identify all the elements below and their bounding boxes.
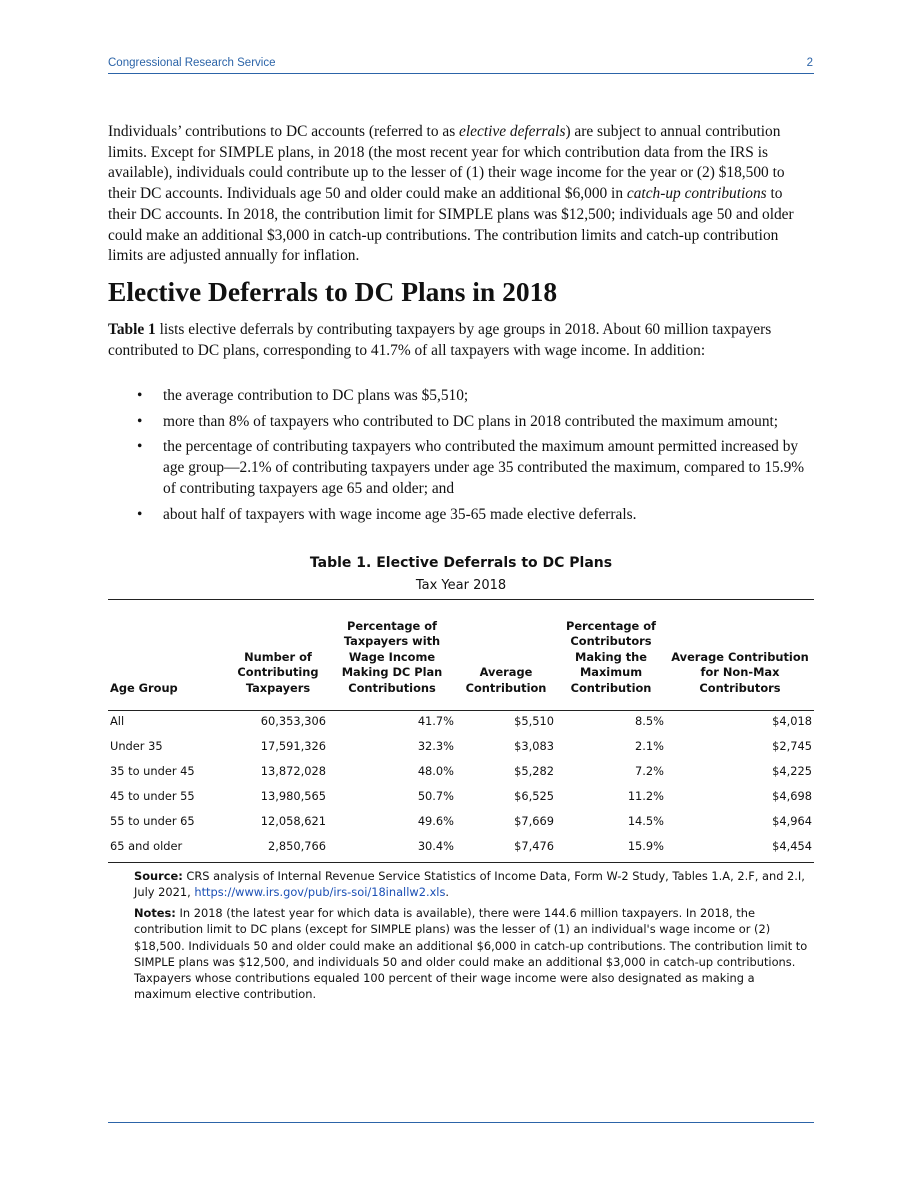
table-cell: $5,282 (514, 763, 554, 778)
table-cell: 14.5% (627, 813, 664, 828)
table-row (108, 833, 814, 858)
table-row (108, 758, 814, 783)
running-header (108, 57, 813, 73)
table-intro-paragraph (108, 320, 814, 361)
notes-text: In 2018 (the latest year for which data is available), there were 144.6 million taxpayers. In 2018, the contribution limit to DC plans (except for SIMPLE plans) was the lesser of (1) an individual's wage income or (2) $18,500. Individuals 50 and older could make an additional $6,000 in catch-up contributions. The contribution limit to SIMPLE plans was $12,500, and individuals 50 and older could make an additional $3,000 in catch-up contributions. Taxpayers whose contributions equaled 100 percent of their wage income were also designated as making a maximum elective contribution. (134, 906, 808, 1002)
bullet-item (108, 386, 808, 407)
table-cell: 17,591,326 (260, 738, 326, 753)
bullet-text: the average contribution to DC plans was $5,510; (163, 387, 469, 404)
table-row (108, 702, 814, 733)
bullet-text: about half of taxpayers with wage income age 35-65 made elective deferrals. (163, 505, 637, 523)
bullet-item (108, 412, 808, 433)
section-heading: Elective Deferrals to DC Plans in 2018 (108, 276, 558, 307)
table-row (108, 733, 814, 758)
bullet-item (108, 505, 808, 526)
intro-text-1: Individuals’ contributions to DC accounts (referred to as (108, 123, 460, 140)
source-link[interactable]: https://www.irs.gov/pub/irs-soi/18inallw2.xls (194, 885, 446, 900)
table-body (108, 702, 814, 858)
table-cell: $4,454 (772, 838, 812, 853)
table-top-rule (108, 599, 814, 600)
source-end: . (445, 885, 450, 900)
column-header: Percentage of Contributors Making the Maximum Contribution (565, 618, 657, 695)
table-subtitle: Tax Year 2018 (415, 578, 507, 593)
table-cell: 49.6% (417, 813, 454, 828)
bullet-list (108, 386, 808, 530)
source-text: CRS analysis of Internal Revenue Service Statistics of Income Data, Form W-2 Study, Tables 1.A, 2.F, and 2.I, July 2021, (134, 869, 805, 900)
table-cell: 7.2% (635, 763, 664, 778)
intro-text-3: to their DC accounts. In 2018, the contribution limit for SIMPLE plans was $12,500; individuals age 50 and older could make an additional $3,000 in catch-up contributions. The contribution limits and catch-up contribution limits are adjusted annually for inflation. (108, 185, 794, 265)
intro-italic-2: catch-up contributions (626, 185, 767, 203)
bullet-marker: • (137, 438, 143, 456)
table-cell: $4,964 (772, 813, 812, 828)
row-label: 35 to under 45 (110, 763, 195, 778)
table-cell: 13,980,565 (260, 788, 326, 803)
table-cell: $6,525 (514, 788, 554, 803)
table-notes (134, 905, 814, 1003)
table-cell: $4,018 (772, 713, 812, 728)
bullet-marker: • (137, 412, 143, 430)
table-cell: 32.3% (417, 738, 454, 753)
table-cell: 41.7% (417, 713, 454, 728)
column-header: Average Contribution for Non-Max Contributors (671, 649, 809, 695)
table-cell: 13,872,028 (260, 763, 326, 778)
table-cell: 12,058,621 (260, 813, 326, 828)
page-number: 2 (806, 57, 813, 69)
column-header: Average Contribution (465, 665, 547, 695)
table-bottom-rule (108, 862, 814, 863)
table-row (108, 808, 814, 833)
row-label: All (110, 713, 125, 728)
bullet-item (108, 437, 808, 499)
table-cell: $2,745 (772, 738, 812, 753)
table-cell: $7,476 (514, 838, 554, 853)
source-label: Source: (134, 869, 183, 883)
table-cell: 8.5% (635, 713, 664, 728)
column-header: Age Group (110, 680, 178, 695)
table-cell: $4,698 (772, 788, 812, 803)
bullet-text: the percentage of contributing taxpayers who contributed the maximum amount permitted increased by age group—2.1% of contributing taxpayers under age 35 contributed the maximum, compared to 15.9% of contributing taxpayers age 65 and older; and (163, 438, 805, 497)
table-cell: 30.4% (417, 838, 454, 853)
table-cell: $7,669 (514, 813, 554, 828)
column-header: Percentage of Taxpayers with Wage Income Making DC Plan Contributions (341, 618, 443, 695)
header-rule (108, 73, 814, 74)
table-cell: $4,225 (772, 763, 812, 778)
row-label: 45 to under 55 (110, 788, 195, 803)
row-label: 55 to under 65 (110, 813, 195, 828)
table-reference: Table 1 (108, 321, 156, 338)
row-label: Under 35 (110, 738, 163, 753)
bullet-marker: • (137, 505, 143, 523)
intro-italic-1: elective deferrals (459, 123, 566, 140)
table-cell: 11.2% (627, 788, 664, 803)
notes-label: Notes: (134, 906, 176, 920)
intro-paragraph (108, 122, 814, 267)
table-source (134, 868, 814, 901)
footer-rule (108, 1122, 814, 1123)
table-cell: 48.0% (417, 763, 454, 778)
bullet-text: more than 8% of taxpayers who contributed to DC plans in 2018 contributed the maximum amount; (163, 412, 779, 430)
row-label: 65 and older (110, 838, 183, 853)
header-organization: Congressional Research Service (108, 57, 276, 69)
table-cell: 2.1% (635, 738, 664, 753)
table-cell: 60,353,306 (260, 713, 326, 728)
column-header: Number of Contributing Taxpayers (237, 649, 319, 695)
table-title: Table 1. Elective Deferrals to DC Plans (309, 555, 613, 571)
table-header-row (108, 603, 814, 702)
table-cell: 2,850,766 (268, 838, 326, 853)
table-cell: 15.9% (627, 838, 664, 853)
intro-text-2: ) are subject to annual contribution limits. Except for SIMPLE plans, in 2018 (the most recent year for which contribution data from the IRS is available), individuals could contribute up to the lesser of (1) their wage income for the year or (2) $18,500 to their DC accounts. Individuals age 50 and older could make an additional $6,000 in (108, 123, 785, 203)
elective-deferrals-table (108, 603, 814, 858)
table-row (108, 783, 814, 808)
table-cell: $5,510 (514, 713, 554, 728)
table-cell: 50.7% (417, 788, 454, 803)
table-cell: $3,083 (514, 738, 554, 753)
bullet-marker: • (137, 387, 143, 404)
table-intro-text: lists elective deferrals by contributing taxpayers by age groups in 2018. About 60 million taxpayers contributed to DC plans, corresponding to 41.7% of all taxpayers with wage income. In addition: (108, 321, 772, 359)
